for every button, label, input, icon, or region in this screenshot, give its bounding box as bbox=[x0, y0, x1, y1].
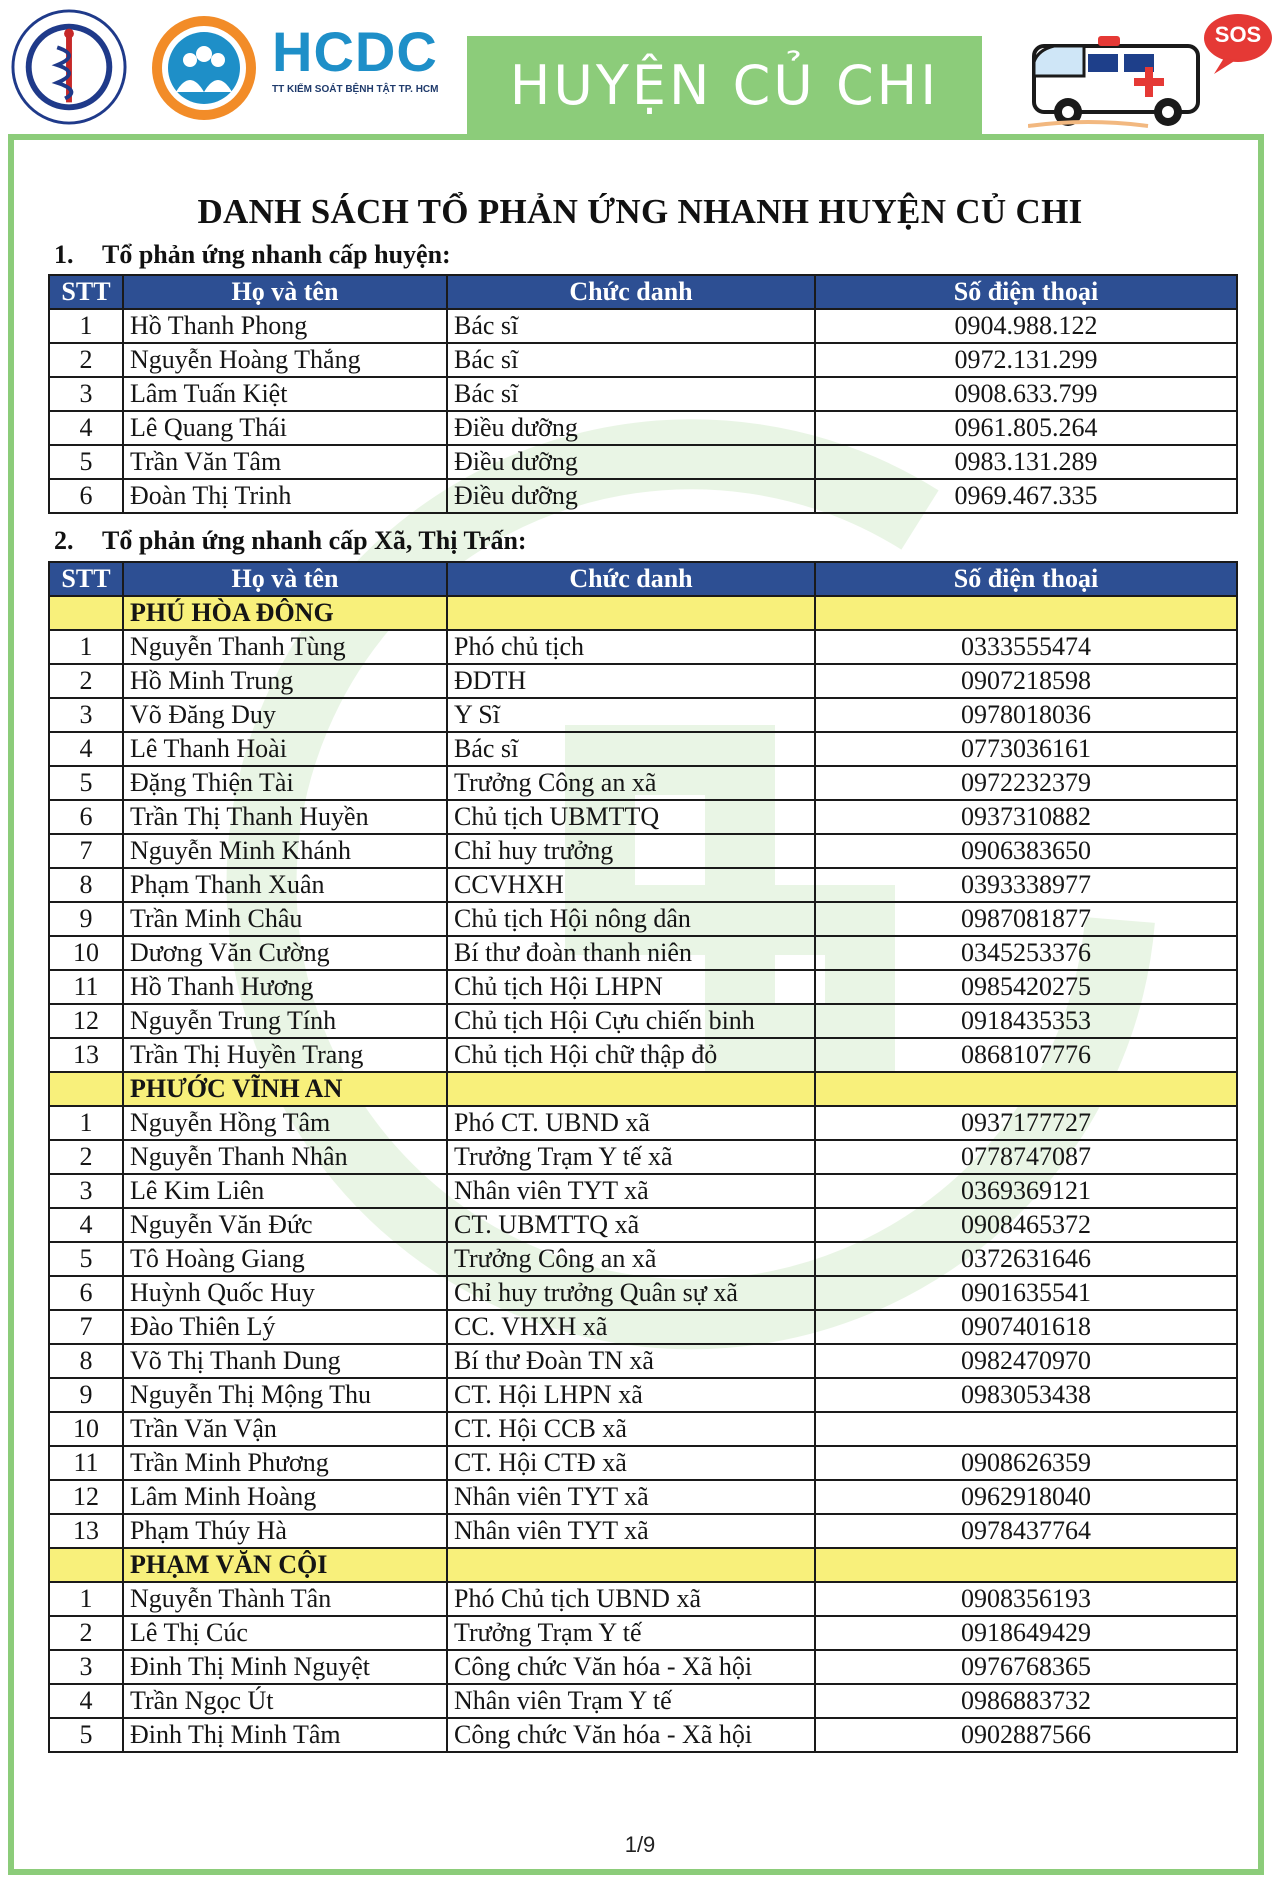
cell-name: Tô Hoàng Giang bbox=[123, 1242, 447, 1276]
cell-stt: 1 bbox=[49, 630, 123, 664]
cell-stt: 1 bbox=[49, 1582, 123, 1616]
cell-title: Nhân viên Trạm Y tế bbox=[447, 1684, 815, 1718]
cell-stt: 3 bbox=[49, 377, 123, 411]
section-1-text: Tổ phản ứng nhanh cấp huyện: bbox=[102, 240, 451, 269]
cell-name: Huỳnh Quốc Huy bbox=[123, 1276, 447, 1310]
cell-stt: 11 bbox=[49, 970, 123, 1004]
cell-phone: 0969.467.335 bbox=[815, 479, 1237, 513]
cell-stt: 3 bbox=[49, 1650, 123, 1684]
hcdc-name: HCDC bbox=[272, 20, 438, 83]
cell-name: Võ Thị Thanh Dung bbox=[123, 1344, 447, 1378]
cell-phone: 0978018036 bbox=[815, 698, 1237, 732]
cell-name: Nguyễn Minh Khánh bbox=[123, 834, 447, 868]
table-row bbox=[49, 1140, 1237, 1174]
cell-title: Bí thư Đoàn TN xã bbox=[447, 1344, 815, 1378]
cell-phone: 0918435353 bbox=[815, 1004, 1237, 1038]
cell-name: Phạm Thúy Hà bbox=[123, 1514, 447, 1548]
cell-title: Công chức Văn hóa - Xã hội bbox=[447, 1718, 815, 1752]
cell-name: Trần Minh Châu bbox=[123, 902, 447, 936]
cell-title: Chủ tịch Hội chữ thập đỏ bbox=[447, 1038, 815, 1072]
cell-title: Trưởng Trạm Y tế xã bbox=[447, 1140, 815, 1174]
cell-title: CT. Hội CTĐ xã bbox=[447, 1446, 815, 1480]
cell-name: Nguyễn Thị Mộng Thu bbox=[123, 1378, 447, 1412]
cell-name: Trần Văn Tâm bbox=[123, 445, 447, 479]
cell-stt: 5 bbox=[49, 1718, 123, 1752]
cell-stt: 4 bbox=[49, 1684, 123, 1718]
hcdc-subtitle: TT KIỂM SOÁT BỆNH TẬT TP. HCM bbox=[272, 84, 439, 95]
cell-stt: 7 bbox=[49, 834, 123, 868]
cell-stt: 6 bbox=[49, 800, 123, 834]
table-row bbox=[49, 868, 1237, 902]
page-number: 1/9 bbox=[624, 1832, 656, 1857]
table-header-row bbox=[49, 275, 1237, 309]
cell-phone: 0778747087 bbox=[815, 1140, 1237, 1174]
table-header-row bbox=[49, 562, 1237, 596]
hcdc-brand bbox=[272, 22, 452, 95]
table-row bbox=[49, 1412, 1237, 1446]
cell-title: Chủ tịch Hội LHPN bbox=[447, 970, 815, 1004]
cell-stt: 10 bbox=[49, 1412, 123, 1446]
table-row bbox=[49, 1650, 1237, 1684]
cell-phone: 0369369121 bbox=[815, 1174, 1237, 1208]
cell-stt: 8 bbox=[49, 868, 123, 902]
section-2-number: 2. bbox=[54, 526, 74, 555]
cell-stt: 8 bbox=[49, 1344, 123, 1378]
cell-stt: 4 bbox=[49, 411, 123, 445]
table-row bbox=[49, 800, 1237, 834]
table-row bbox=[49, 1480, 1237, 1514]
cell-blank bbox=[49, 1072, 123, 1106]
cell-title: CT. Hội CCB xã bbox=[447, 1412, 815, 1446]
table-row bbox=[49, 902, 1237, 936]
table-row bbox=[49, 1616, 1237, 1650]
cell-title: Bác sĩ bbox=[447, 343, 815, 377]
cell-name: Võ Đăng Duy bbox=[123, 698, 447, 732]
cell-phone: 0937177727 bbox=[815, 1106, 1237, 1140]
cell-blank bbox=[447, 1072, 815, 1106]
cell-title: Chủ tịch Hội Cựu chiến binh bbox=[447, 1004, 815, 1038]
cell-blank bbox=[815, 596, 1237, 630]
col-header-stt: STT bbox=[49, 275, 123, 309]
cell-name: Trần Văn Vận bbox=[123, 1412, 447, 1446]
table-row bbox=[49, 1310, 1237, 1344]
cell-title: Công chức Văn hóa - Xã hội bbox=[447, 1650, 815, 1684]
cell-blank bbox=[49, 596, 123, 630]
cell-title: Phó Chủ tịch UBND xã bbox=[447, 1582, 815, 1616]
cell-title: CT. Hội LHPN xã bbox=[447, 1378, 815, 1412]
cell-blank bbox=[815, 1548, 1237, 1582]
table-row bbox=[49, 1038, 1237, 1072]
col-header-name: Họ và tên bbox=[123, 275, 447, 309]
cell-name: Đào Thiên Lý bbox=[123, 1310, 447, 1344]
cell-title: Nhân viên TYT xã bbox=[447, 1174, 815, 1208]
section-2-title bbox=[54, 526, 527, 556]
cell-name: Nguyễn Thành Tân bbox=[123, 1582, 447, 1616]
table-row bbox=[49, 411, 1237, 445]
table-row bbox=[49, 698, 1237, 732]
commune-header-row bbox=[49, 1072, 1237, 1106]
cell-title: Phó CT. UBND xã bbox=[447, 1106, 815, 1140]
cell-phone: 0986883732 bbox=[815, 1684, 1237, 1718]
table-row bbox=[49, 343, 1237, 377]
cell-name: Nguyễn Trung Tính bbox=[123, 1004, 447, 1038]
cell-phone: 0908626359 bbox=[815, 1446, 1237, 1480]
page-header bbox=[0, 0, 1280, 134]
cell-title: Điều dưỡng bbox=[447, 479, 815, 513]
cell-stt: 13 bbox=[49, 1038, 123, 1072]
commune-name: PHƯỚC VĨNH AN bbox=[123, 1072, 447, 1106]
cell-title: Bí thư đoàn thanh niên bbox=[447, 936, 815, 970]
cell-blank bbox=[447, 596, 815, 630]
cell-title: Chủ tịch UBMTTQ bbox=[447, 800, 815, 834]
cell-phone: 0972.131.299 bbox=[815, 343, 1237, 377]
cell-phone: 0982470970 bbox=[815, 1344, 1237, 1378]
cell-stt: 1 bbox=[49, 1106, 123, 1140]
cell-name: Đinh Thị Minh Tâm bbox=[123, 1718, 447, 1752]
table-row bbox=[49, 1004, 1237, 1038]
table-row bbox=[49, 1378, 1237, 1412]
cell-title: Y Sĩ bbox=[447, 698, 815, 732]
table-row bbox=[49, 1276, 1237, 1310]
table-row bbox=[49, 1582, 1237, 1616]
table-row bbox=[49, 630, 1237, 664]
cell-name: Lê Thanh Hoài bbox=[123, 732, 447, 766]
cell-name: Trần Thị Thanh Huyền bbox=[123, 800, 447, 834]
cell-phone: 0985420275 bbox=[815, 970, 1237, 1004]
cell-stt: 4 bbox=[49, 1208, 123, 1242]
col-header-title: Chức danh bbox=[447, 562, 815, 596]
cell-stt: 2 bbox=[49, 1140, 123, 1174]
cell-phone: 0904.988.122 bbox=[815, 309, 1237, 343]
cell-title: Trưởng Công an xã bbox=[447, 766, 815, 800]
cell-stt: 9 bbox=[49, 1378, 123, 1412]
commune-team-table bbox=[48, 561, 1238, 1753]
sos-label: SOS bbox=[1214, 22, 1262, 47]
cell-stt: 12 bbox=[49, 1480, 123, 1514]
cell-stt: 3 bbox=[49, 698, 123, 732]
cell-stt: 4 bbox=[49, 732, 123, 766]
cell-blank bbox=[447, 1548, 815, 1582]
cell-phone: 0962918040 bbox=[815, 1480, 1237, 1514]
cell-phone: 0937310882 bbox=[815, 800, 1237, 834]
cell-phone: 0983.131.289 bbox=[815, 445, 1237, 479]
cell-name: Nguyễn Thanh Tùng bbox=[123, 630, 447, 664]
cell-phone: 0983053438 bbox=[815, 1378, 1237, 1412]
cell-stt: 2 bbox=[49, 1616, 123, 1650]
cell-name: Trần Thị Huyền Trang bbox=[123, 1038, 447, 1072]
cell-stt: 5 bbox=[49, 1242, 123, 1276]
cell-stt: 13 bbox=[49, 1514, 123, 1548]
table-row bbox=[49, 664, 1237, 698]
cell-title: Phó chủ tịch bbox=[447, 630, 815, 664]
cell-phone: 0908465372 bbox=[815, 1208, 1237, 1242]
cell-name: Lê Kim Liên bbox=[123, 1174, 447, 1208]
cell-name: Đặng Thiện Tài bbox=[123, 766, 447, 800]
cell-stt: 12 bbox=[49, 1004, 123, 1038]
cell-phone bbox=[815, 1412, 1237, 1446]
cell-stt: 5 bbox=[49, 445, 123, 479]
cell-name: Nguyễn Hoàng Thắng bbox=[123, 343, 447, 377]
cell-name: Lâm Tuấn Kiệt bbox=[123, 377, 447, 411]
commune-name: PHẠM VĂN CỘI bbox=[123, 1548, 447, 1582]
cell-stt: 5 bbox=[49, 766, 123, 800]
cell-name: Dương Văn Cường bbox=[123, 936, 447, 970]
table-row bbox=[49, 1208, 1237, 1242]
cell-title: Nhân viên TYT xã bbox=[447, 1514, 815, 1548]
cell-stt: 3 bbox=[49, 1174, 123, 1208]
cell-phone: 0333555474 bbox=[815, 630, 1237, 664]
cell-name: Lê Thị Cúc bbox=[123, 1616, 447, 1650]
section-1-title bbox=[54, 240, 451, 270]
table-row bbox=[49, 1446, 1237, 1480]
cell-name: Nguyễn Thanh Nhân bbox=[123, 1140, 447, 1174]
table-row bbox=[49, 1106, 1237, 1140]
cell-phone: 0978437764 bbox=[815, 1514, 1237, 1548]
cell-title: Nhân viên TYT xã bbox=[447, 1480, 815, 1514]
cell-title: Bác sĩ bbox=[447, 377, 815, 411]
cell-title: Trưởng Trạm Y tế bbox=[447, 1616, 815, 1650]
cell-phone: 0773036161 bbox=[815, 732, 1237, 766]
cell-phone: 0908.633.799 bbox=[815, 377, 1237, 411]
section-2-text: Tổ phản ứng nhanh cấp Xã, Thị Trấn: bbox=[102, 526, 527, 555]
cell-name: Hồ Thanh Phong bbox=[123, 309, 447, 343]
hcdc-logo-icon bbox=[146, 12, 262, 124]
district-team-table bbox=[48, 274, 1238, 514]
table-row bbox=[49, 377, 1237, 411]
col-header-title: Chức danh bbox=[447, 275, 815, 309]
cell-name: Nguyễn Văn Đức bbox=[123, 1208, 447, 1242]
table-row bbox=[49, 1174, 1237, 1208]
cell-title: CC. VHXH xã bbox=[447, 1310, 815, 1344]
cell-blank bbox=[49, 1548, 123, 1582]
table-row bbox=[49, 1242, 1237, 1276]
cell-phone: 0972232379 bbox=[815, 766, 1237, 800]
cell-name: Hồ Minh Trung bbox=[123, 664, 447, 698]
cell-phone: 0907218598 bbox=[815, 664, 1237, 698]
cell-name: Phạm Thanh Xuân bbox=[123, 868, 447, 902]
cell-stt: 11 bbox=[49, 1446, 123, 1480]
cell-phone: 0976768365 bbox=[815, 1650, 1237, 1684]
cell-phone: 0961.805.264 bbox=[815, 411, 1237, 445]
table-row bbox=[49, 445, 1237, 479]
cell-stt: 2 bbox=[49, 664, 123, 698]
cell-title: Chỉ huy trưởng bbox=[447, 834, 815, 868]
cell-stt: 6 bbox=[49, 1276, 123, 1310]
cell-name: Trần Minh Phương bbox=[123, 1446, 447, 1480]
cell-phone: 0345253376 bbox=[815, 936, 1237, 970]
table-row bbox=[49, 834, 1237, 868]
department-of-health-seal-icon bbox=[10, 8, 128, 126]
cell-title: CT. UBMTTQ xã bbox=[447, 1208, 815, 1242]
table-row bbox=[49, 1344, 1237, 1378]
table-row bbox=[49, 1684, 1237, 1718]
cell-phone: 0918649429 bbox=[815, 1616, 1237, 1650]
section-1-number: 1. bbox=[54, 240, 74, 269]
cell-name: Đoàn Thị Trinh bbox=[123, 479, 447, 513]
commune-header-row bbox=[49, 596, 1237, 630]
cell-name: Trần Ngọc Út bbox=[123, 1684, 447, 1718]
table-row bbox=[49, 732, 1237, 766]
table-row bbox=[49, 479, 1237, 513]
col-header-phone: Số điện thoại bbox=[815, 275, 1237, 309]
cell-phone: 0907401618 bbox=[815, 1310, 1237, 1344]
cell-blank bbox=[815, 1072, 1237, 1106]
cell-title: Điều dưỡng bbox=[447, 411, 815, 445]
cell-name: Đinh Thị Minh Nguyệt bbox=[123, 1650, 447, 1684]
cell-phone: 0901635541 bbox=[815, 1276, 1237, 1310]
cell-phone: 0902887566 bbox=[815, 1718, 1237, 1752]
table-row bbox=[49, 309, 1237, 343]
cell-title: CCVHXH bbox=[447, 868, 815, 902]
col-header-stt: STT bbox=[49, 562, 123, 596]
cell-title: Bác sĩ bbox=[447, 732, 815, 766]
cell-title: Bác sĩ bbox=[447, 309, 815, 343]
cell-phone: 0908356193 bbox=[815, 1582, 1237, 1616]
cell-name: Nguyễn Hồng Tâm bbox=[123, 1106, 447, 1140]
cell-stt: 2 bbox=[49, 343, 123, 377]
cell-phone: 0906383650 bbox=[815, 834, 1237, 868]
cell-phone: 0868107776 bbox=[815, 1038, 1237, 1072]
cell-stt: 1 bbox=[49, 309, 123, 343]
cell-title: Trưởng Công an xã bbox=[447, 1242, 815, 1276]
commune-header-row bbox=[49, 1548, 1237, 1582]
table-row bbox=[49, 766, 1237, 800]
col-header-phone: Số điện thoại bbox=[815, 562, 1237, 596]
cell-stt: 7 bbox=[49, 1310, 123, 1344]
col-header-name: Họ và tên bbox=[123, 562, 447, 596]
cell-name: Hồ Thanh Hương bbox=[123, 970, 447, 1004]
cell-title: ĐDTH bbox=[447, 664, 815, 698]
district-banner: HUYỆN CỦ CHI bbox=[467, 36, 982, 134]
commune-name: PHÚ HÒA ĐÔNG bbox=[123, 596, 447, 630]
cell-name: Lê Quang Thái bbox=[123, 411, 447, 445]
cell-stt: 9 bbox=[49, 902, 123, 936]
cell-name: Lâm Minh Hoàng bbox=[123, 1480, 447, 1514]
table-row bbox=[49, 1718, 1237, 1752]
cell-title: Điều dưỡng bbox=[447, 445, 815, 479]
table-row bbox=[49, 970, 1237, 1004]
cell-phone: 0372631646 bbox=[815, 1242, 1237, 1276]
table-row bbox=[49, 936, 1237, 970]
cell-title: Chỉ huy trưởng Quân sự xã bbox=[447, 1276, 815, 1310]
cell-stt: 10 bbox=[49, 936, 123, 970]
cell-stt: 6 bbox=[49, 479, 123, 513]
cell-phone: 0987081877 bbox=[815, 902, 1237, 936]
table-row bbox=[49, 1514, 1237, 1548]
cell-title: Chủ tịch Hội nông dân bbox=[447, 902, 815, 936]
document-title: DANH SÁCH TỔ PHẢN ỨNG NHANH HUYỆN CỦ CHI bbox=[197, 192, 1083, 231]
cell-phone: 0393338977 bbox=[815, 868, 1237, 902]
